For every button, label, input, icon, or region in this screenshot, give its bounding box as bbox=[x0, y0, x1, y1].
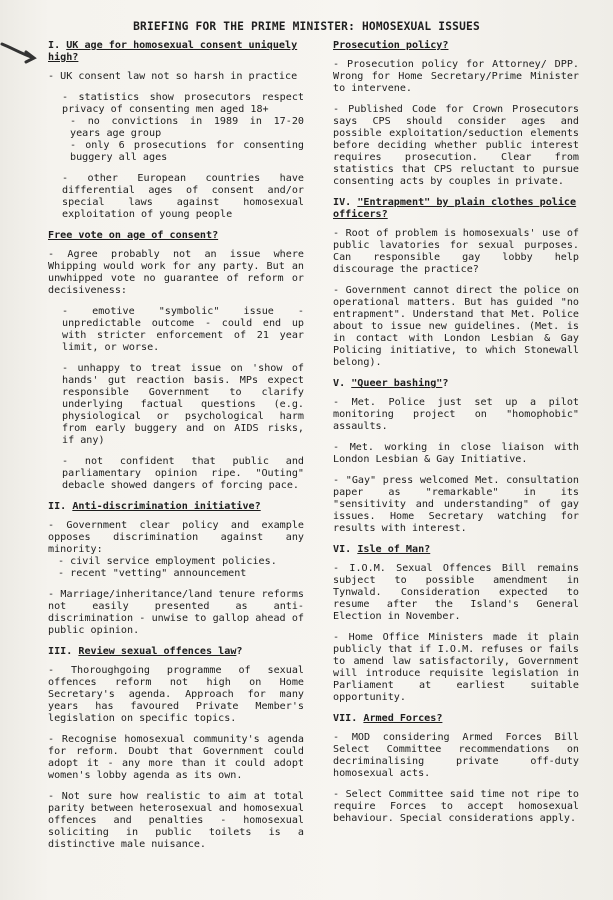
section-heading-prosecution bbox=[333, 40, 579, 52]
section-heading-free-vote bbox=[48, 230, 304, 242]
paragraph: - Home Office Ministers made it plain publicly that if I.O.M. refuses or fails to amend law satisfactorily, Government will introduce requisite legislation in Parliament at earliest suitable opportunity. bbox=[333, 632, 579, 703]
list-item: - no convictions in 1989 in 17-20 years age group bbox=[70, 116, 304, 139]
paragraph: - Met. working in close liaison with London Lesbian & Gay Initiative. bbox=[333, 442, 579, 465]
paragraph: - Government cannot direct the police on operational matters. But has guided "no entrapment". Understand that Met. Police about to issue new guidelines. (Met. is in contact with London Lesbian & Gay Policing initiative, to which Stonewall belong). bbox=[333, 285, 579, 368]
left-column bbox=[48, 40, 304, 860]
section-heading-uk-age bbox=[48, 40, 304, 64]
section-heading-anti-discrimination bbox=[48, 501, 304, 513]
paragraph: - emotive "symbolic" issue - unpredictable outcome - could end up with stricter enforcement of 21 year limit, or worse. bbox=[62, 306, 304, 353]
section-number: I. bbox=[48, 40, 61, 51]
paragraph: - statistics show prosecutors respect privacy of consenting men aged 18+ bbox=[62, 92, 304, 115]
paragraph: - Thoroughgoing programme of sexual offences reform not high on Home Secretary's agenda. Approach for many years has favoured Private Member's legislation on specific topics. bbox=[48, 665, 304, 724]
section-title: "Queer bashing" bbox=[351, 378, 443, 389]
section-heading-entrapment bbox=[333, 197, 579, 221]
paragraph: - Agree probably not an issue where Whipping would work for any party. But an unwhipped vote no guarantee of reform or decisiveness: bbox=[48, 249, 304, 296]
paragraph: - unhappy to treat issue on 'show of hands' gut reaction basis. MPs expect responsible Government to clarify underlying factual questions (e.g. physiological or psychological harm from early buggery and on AIDS risks, if any) bbox=[62, 363, 304, 446]
section-title: "Entrapment" by plain clothes police officers? bbox=[333, 197, 577, 220]
paragraph: - UK consent law not so harsh in practice bbox=[48, 71, 298, 82]
list-item: - civil service employment policies. bbox=[58, 556, 277, 567]
list-item: - only 6 prosecutions for consenting buggery all ages bbox=[70, 140, 304, 163]
section-title-suffix: ? bbox=[442, 378, 449, 389]
section-number: VI. bbox=[333, 544, 352, 555]
section-number: III. bbox=[48, 646, 73, 657]
section-title: Anti-discrimination initiative? bbox=[72, 501, 261, 512]
section-heading-armed-forces bbox=[333, 713, 579, 725]
paragraph: - "Gay" press welcomed Met. consultation paper as "remarkable" in its "sensitivity and understanding" of gay issues. Home Secretary watching for results with interest. bbox=[333, 475, 579, 534]
section-heading-queer-bashing bbox=[333, 378, 579, 390]
section-number: II. bbox=[48, 501, 67, 512]
paragraph: - Prosecution policy for Attorney/ DPP. Wrong for Home Secretary/Prime Minister to intervene. bbox=[333, 59, 579, 94]
paragraph: - Government clear policy and example opposes discrimination against any minority: bbox=[48, 520, 304, 555]
handwritten-arrow-mark bbox=[0, 38, 50, 68]
section-title-suffix: ? bbox=[236, 646, 243, 657]
list-item: - recent "vetting" announcement bbox=[58, 568, 247, 579]
section-title: Prosecution policy? bbox=[333, 40, 449, 51]
paragraph: - Recognise homosexual community's agenda for reform. Doubt that Government could adopt it - any more than it could adopt women's lobby agenda as its own. bbox=[48, 734, 304, 781]
right-column bbox=[333, 40, 579, 834]
section-title: Review sexual offences law bbox=[78, 646, 237, 657]
section-heading-isle-of-man bbox=[333, 544, 579, 556]
paragraph: - Published Code for Crown Prosecutors says CPS should consider ages and possible exploitation/seduction elements before deciding whether public interest requires prosecution. Clear from statistics that CPS reluctant to pursue consenting acts by couples in private. bbox=[333, 104, 579, 187]
paragraph: - I.O.M. Sexual Offences Bill remains subject to possible amendment in Tynwald. Consideration expected to resume after the Island's General Election in November. bbox=[333, 563, 579, 622]
paragraph: - Marriage/inheritance/land tenure reforms not easily presented as anti-discrimination - unwise to gallop ahead of public opinion. bbox=[48, 589, 304, 636]
paragraph: - Root of problem is homosexuals' use of public lavatories for sexual purposes. Can responsible gay lobby help discourage the practice? bbox=[333, 228, 579, 275]
section-number: IV. bbox=[333, 197, 352, 208]
section-title: Armed Forces? bbox=[363, 713, 443, 724]
section-number: V. bbox=[333, 378, 346, 389]
paragraph: - Select Committee said time not ripe to require Forces to accept homosexual behaviour. Special considerations apply. bbox=[333, 789, 579, 824]
section-title: UK age for homosexual consent uniquely high? bbox=[48, 40, 298, 63]
paragraph: - other European countries have differential ages of consent and/or special laws against homosexual exploitation of young people bbox=[62, 173, 304, 220]
paragraph: - MOD considering Armed Forces Bill Select Committee recommendations on decriminalising private off-duty homosexual acts. bbox=[333, 732, 579, 779]
section-title: Isle of Man? bbox=[357, 544, 431, 555]
section-heading-sexual-offences bbox=[48, 646, 304, 658]
section-number: VII. bbox=[333, 713, 358, 724]
paragraph: - not confident that public and parliamentary opinion ripe. "Outing" debacle showed dangers of forcing pace. bbox=[62, 456, 304, 491]
paragraph: - Met. Police just set up a pilot monitoring project on "homophobic" assaults. bbox=[333, 397, 579, 432]
paragraph: - Not sure how realistic to aim at total parity between heterosexual and homosexual offences and penalties - homosexual soliciting in public toilets is a distinctive male nuisance. bbox=[48, 791, 304, 850]
section-title: Free vote on age of consent? bbox=[48, 230, 219, 241]
document-title: BRIEFING FOR THE PRIME MINISTER: HOMOSEXUAL ISSUES bbox=[133, 20, 480, 33]
